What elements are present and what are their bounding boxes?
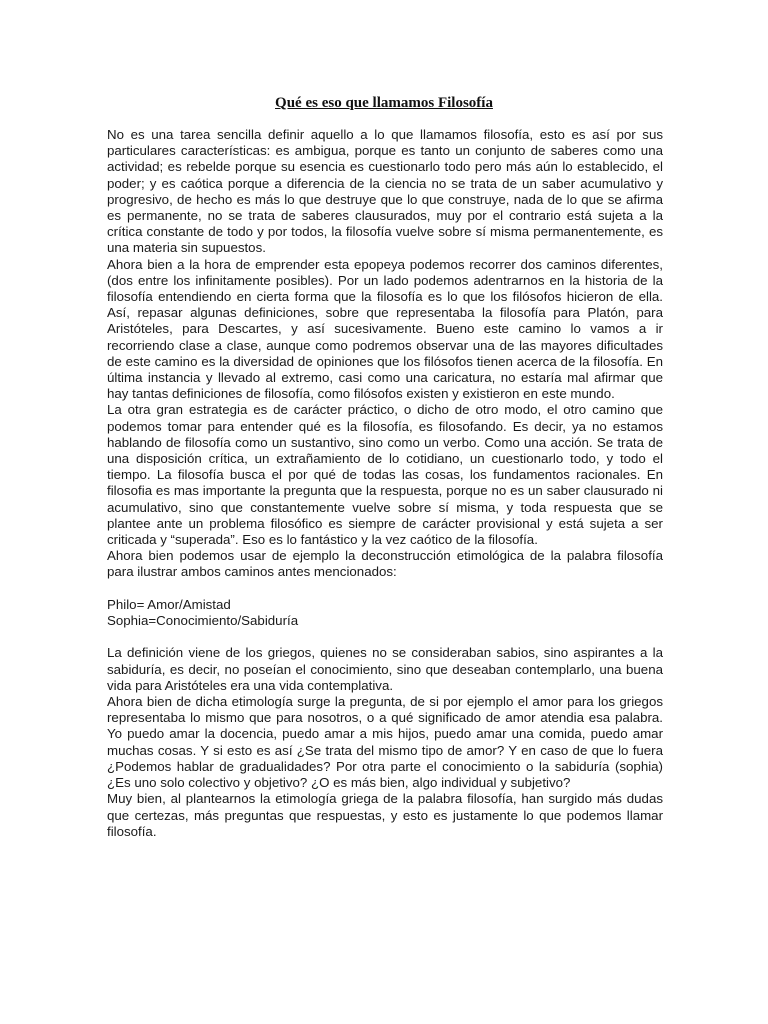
paragraph-history-path: Ahora bien a la hora de emprender esta epopeya podemos recorrer dos caminos diferentes, (dos entre los infinitamente posibles). Por un lado podemos adentrarnos en la historia de la filosofía entendiendo en cierta forma que la filosofía es lo que los filósofos hicieron de ella. Así, repasar algunas definiciones, sobre que representaba la filosofía para Platón, para Aristóteles, para Descartes, y así sucesivamente. Bueno este camino lo vamos a ir recorriendo clase a clase, aunque como podremos observar una de las mayores dificultades de este camino es la diversidad de opiniones que los filósofos tienen acerca de la filosofía. En última instancia y llevado al extremo, casi como una caricatura, no estaría mal afirmar que hay tantas definiciones de filosofía, como filósofos existen y existieron en este mundo. (107, 256, 663, 402)
paragraph-spacer (107, 581, 663, 597)
paragraph-intro: No es una tarea sencilla definir aquello a lo que llamamos filosofía, esto es así por sus particulares características: es ambigua, porque es tanto un conjunto de saberes como una actividad; es rebelde porque su esencia es cuestionarlo todo pero más aún lo establecido, el poder; y es caótica porque a diferencia de la ciencia no se trata de un saber acumulativo y progresivo, de hecho es más lo que destruye que lo que construye, nada de lo que se afirma es permanente, no se trata de saberes clausurados, muy por el contrario está sujeta a la crítica constante de todo y por todos, la filosofía vuelve sobre sí misma permanentemente, es una materia sin supuestos. (107, 127, 663, 256)
paragraph-conclusion: Muy bien, al plantearnos la etimología griega de la palabra filosofía, han surgido más dudas que certezas, más preguntas que respuestas, y esto es justamente lo que podemos llamar filosofía. (107, 791, 663, 839)
paragraph-greek-definition: La definición viene de los griegos, quienes no se consideraban sabios, sino aspirantes a la sabiduría, es decir, no poseían el conocimiento, sino que deseaban contemplarlo, una buena vida para Aristóteles era una vida contemplativa. (107, 645, 663, 693)
paragraph-practical-path: La otra gran estrategia es de carácter práctico, o dicho de otro modo, el otro camino que podemos tomar para entender qué es la filosofía, es filosofando. Es decir, ya no estamos hablando de filosofía como un sustantivo, sino como un verbo. Como una acción. Se trata de una disposición crítica, un extrañamiento de lo cotidiano, un cuestionarlo todo, y todo el tiempo. La filosofía busca el por qué de todas las cosas, los fundamentos racionales. En filosofia es mas importante la pregunta que la respuesta, porque no es un saber clausurado ni acumulativo, sino que constantemente vuelve sobre sí misma, y toda respuesta que se plantee ante un problema filosófico es siempre de carácter provisional y está sujeta a ser criticada y “superada”. Eso es lo fantástico y la vez caótico de la filosofía. (107, 402, 663, 548)
document-body (107, 127, 663, 840)
paragraph-questions: Ahora bien de dicha etimología surge la pregunta, de si por ejemplo el amor para los griegos representaba lo mismo que para nosotros, o a qué significado de amor atendia esa palabra. Yo puedo amar la docencia, puedo amar a mis hijos, puedo amar una comida, puedo amar muchas cosas. Y si esto es así ¿Se trata del mismo tipo de amor? Y en caso de que lo fuera ¿Podemos hablar de gradualidades? Por otra parte el conocimiento o la sabiduría (sophia) ¿Es uno solo colectivo y objetivo? ¿O es más bien, algo individual y subjetivo? (107, 694, 663, 791)
paragraph-etymology-intro: Ahora bien podemos usar de ejemplo la deconstrucción etimológica de la palabra filosofía para ilustrar ambos caminos antes mencionados: (107, 548, 663, 580)
etymology-philo: Philo= Amor/Amistad (107, 596, 231, 612)
document-title: Qué es eso que llamamos Filosofía (275, 95, 493, 111)
paragraph-spacer (107, 629, 663, 645)
etymology-sophia: Sophia=Conocimiento/Sabiduría (107, 613, 299, 629)
